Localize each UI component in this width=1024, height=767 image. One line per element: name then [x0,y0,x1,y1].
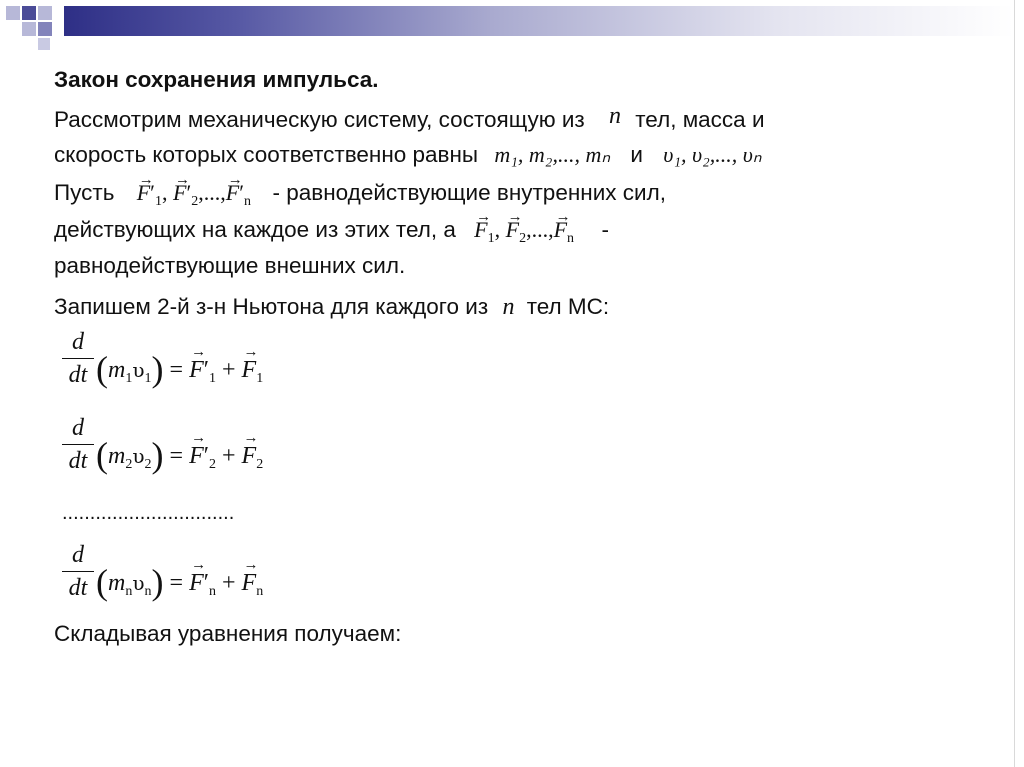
text-fragment: тел МС: [526,294,610,319]
deco-square [22,22,36,36]
math-external-forces: → $F_1$, → $F_2,...,\to F_n$ [474,217,579,242]
deco-square [38,38,50,50]
text-line: Складывая уравнения получаем: [54,621,402,646]
text-fragment: Запишем 2-й з-н Ньютона для каждого из [54,294,489,319]
equation-1: $(m_1\upsilon_1)$ = → $F'_1$ + → $F_1$ [96,344,263,386]
text-line: равнодействующие внешних сил. [54,253,406,278]
text-line [54,180,666,210]
math-velocities: υ₁, υ₂,..., υₙ [663,142,762,167]
deco-square [6,6,20,20]
header-gradient-bar [64,6,1014,36]
equation-n: $(m_n\upsilon_n)$ = → $F'_n$ + → $F_n$ [96,557,263,599]
deco-square [38,6,52,20]
math-n: n [502,294,515,320]
text-line [54,217,609,247]
math-internal-forces: → $F'_1$, → $F'_2,...,\to F'_n$ [137,180,257,205]
derivative-fraction: d dt [62,328,94,389]
text-fragment: скорость которых соответственно равны [54,142,479,167]
text-line [54,142,762,168]
derivative-fraction: d dt [62,414,94,475]
text-line [54,294,609,320]
text-fragment: - равнодействующие внутренних сил, [272,180,666,205]
text-fragment: и [630,142,643,167]
text-fragment: Пусть [54,180,115,205]
ellipsis-line: ............................... [62,502,235,524]
text-fragment: тел, масса и [635,107,765,132]
math-masses: m₁, m₂,..., mₙ [494,142,611,167]
math-n: n [608,103,621,129]
equation-2: $(m_2\upsilon_2)$ = → $F'_2$ + → $F_2$ [96,430,263,472]
text-fragment: Рассмотрим механическую систему, состоящую из [54,107,585,132]
header-decoration [0,0,1014,36]
derivative-fraction: d dt [62,541,94,602]
deco-square [38,22,52,36]
slide-title: Закон сохранения импульса. [54,67,379,92]
text-line [54,103,765,133]
text-fragment: - [601,217,610,242]
deco-square [22,6,36,20]
text-fragment: действующих на каждое из этих тел, а [54,217,456,242]
